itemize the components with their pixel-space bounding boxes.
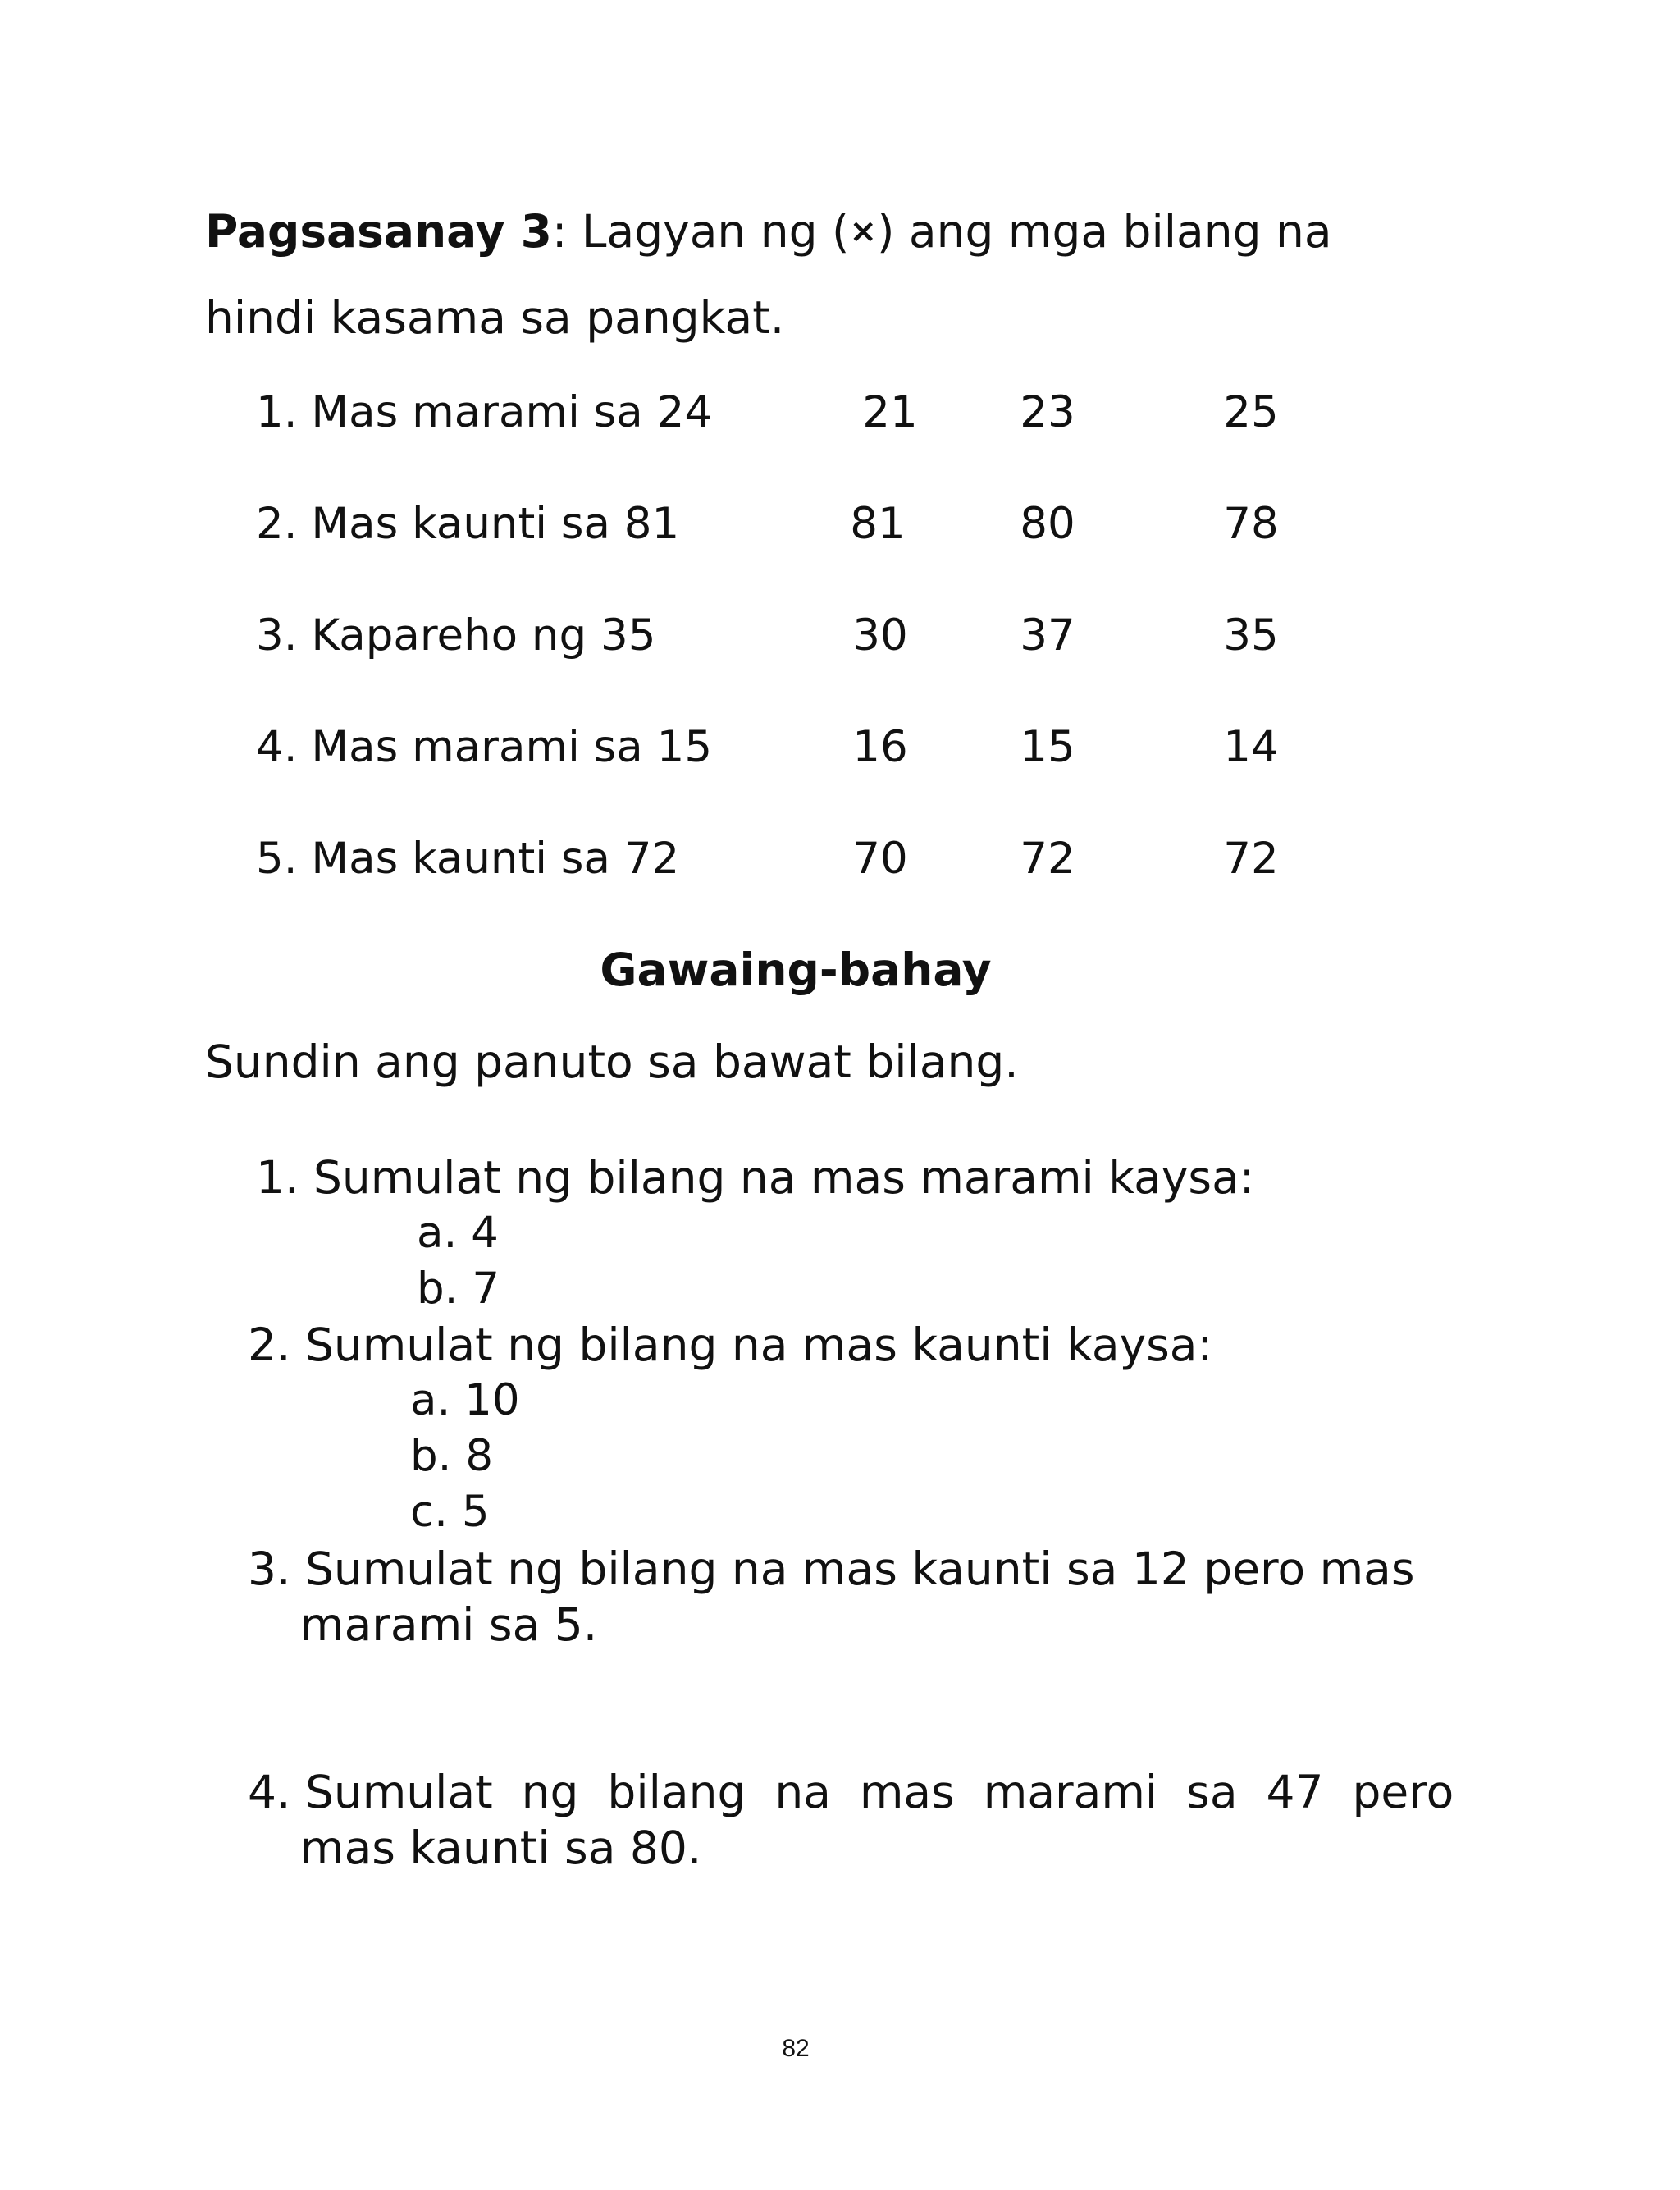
choice-number[interactable]: 25 <box>1223 387 1279 437</box>
choice-number[interactable]: 78 <box>1223 499 1279 549</box>
exercise-item-label: 3. Kapareho ng 35 <box>256 610 656 661</box>
choice-number[interactable]: 70 <box>852 834 908 884</box>
choice-number[interactable]: 15 <box>1020 722 1075 772</box>
choice-number[interactable]: 30 <box>852 610 908 661</box>
homework-q2-sub: a. 10 <box>410 1375 520 1425</box>
choice-number[interactable]: 23 <box>1020 387 1075 437</box>
exercise-title-line2: hindi kasama sa pangkat. <box>205 291 785 344</box>
exercise-title-rest: : Lagyan ng ( <box>551 205 850 258</box>
choice-number[interactable]: 72 <box>1223 834 1279 884</box>
page-number: 82 <box>782 2035 810 2062</box>
exercise-item-label: 1. Mas marami sa 24 <box>256 387 713 437</box>
exercise-title <box>205 205 1332 258</box>
homework-q2-sub: b. 8 <box>410 1431 494 1481</box>
homework-q2-sub: c. 5 <box>410 1487 490 1537</box>
homework-q3-line1: 3. Sumulat ng bilang na mas kaunti sa 12 pero mas <box>248 1543 1415 1595</box>
homework-heading: Gawaing-bahay <box>600 944 992 996</box>
exercise-item-label: 2. Mas kaunti sa 81 <box>256 499 680 549</box>
exercise-title-after: ) ang mga bilang na <box>876 205 1332 258</box>
exercise-title-bold: Pagsasanay 3 <box>205 205 552 258</box>
choice-number[interactable]: 80 <box>1020 499 1075 549</box>
homework-q3-line2: marami sa 5. <box>300 1598 598 1651</box>
choice-number[interactable]: 72 <box>1020 834 1075 884</box>
choice-number[interactable]: 37 <box>1020 610 1075 661</box>
choice-number[interactable]: 14 <box>1223 722 1279 772</box>
x-mark-icon: × <box>849 213 877 250</box>
exercise-item-label: 4. Mas marami sa 15 <box>256 722 713 772</box>
homework-q1-sub: b. 7 <box>417 1264 500 1314</box>
choice-number[interactable]: 16 <box>852 722 908 772</box>
exercise-item-label: 5. Mas kaunti sa 72 <box>256 834 680 884</box>
homework-q1-sub: a. 4 <box>417 1208 499 1258</box>
choice-number[interactable]: 21 <box>862 387 918 437</box>
homework-q2: 2. Sumulat ng bilang na mas kaunti kaysa: <box>248 1319 1213 1371</box>
homework-instruction: Sundin ang panuto sa bawat bilang. <box>205 1036 1019 1088</box>
homework-q4-line1: 4. Sumulat ng bilang na mas marami sa 47 pero <box>248 1766 1454 1818</box>
homework-q4-line2: mas kaunti sa 80. <box>300 1822 702 1874</box>
choice-number[interactable]: 35 <box>1223 610 1279 661</box>
homework-q1: 1. Sumulat ng bilang na mas marami kaysa: <box>256 1151 1255 1204</box>
choice-number[interactable]: 81 <box>850 499 906 549</box>
